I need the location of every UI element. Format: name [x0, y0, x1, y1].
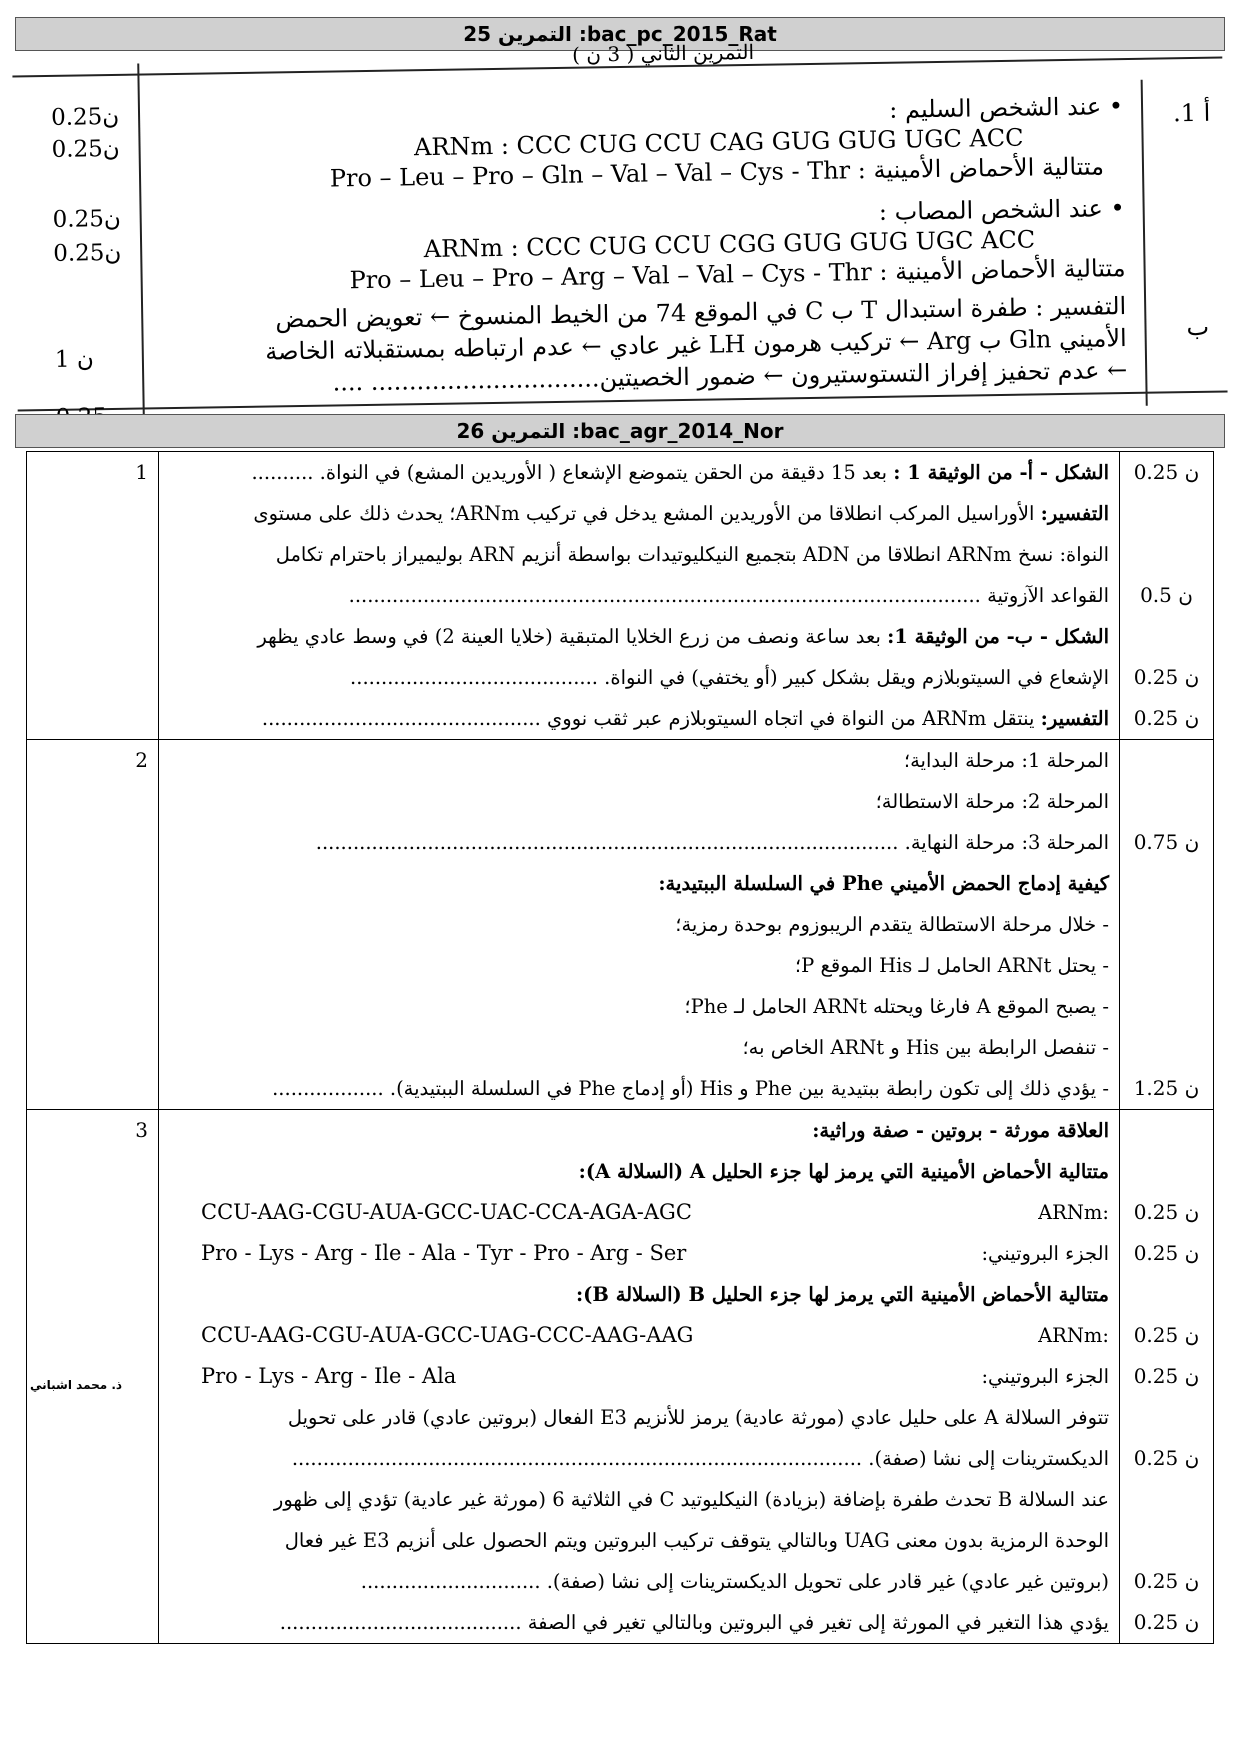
score: 1 ن [54, 346, 94, 373]
score: 1.25 ن [1133, 1076, 1200, 1100]
answer-line: التفسير : طفرة استبدال T ب C في الموقع 74 من الخيط المنسوخ ← تعويض الحمض [275, 292, 1127, 334]
score: 0.25 ن [1133, 1323, 1200, 1347]
item-label: .1 أ [1172, 98, 1211, 128]
exercise-26-header: التمرين 26 :bac_agr_2014_Nor [15, 414, 1225, 448]
protein-sequence: Pro - Lys - Arg - Ile - Ala - Tyr - Pro - Arg - Ser [201, 1241, 687, 1265]
exercise-26-table [26, 451, 1214, 1644]
score: 0.25 ن [1133, 460, 1200, 484]
answer-line: ← عدم تحفيز إفراز التستوستيرون ← ضمور الخصيتين.............................. .... [332, 356, 1128, 397]
mrna-sequence: CCU-AAG-CGU-AUA-GCC-UAC-CCA-AGA-AGC [201, 1200, 692, 1224]
score: 0.25ن [51, 135, 120, 163]
author-signature: ذ. محمد اشباني [30, 1378, 123, 1392]
score: 0.25 ن [1133, 706, 1200, 730]
answer-text: المرحلة 1: مرحلة البداية؛ المرحلة 2: مرحلة الاستطالة؛ المرحلة 3: مرحلة النهاية. .............................................................................................. كيفية إدماج الحمض الأميني Phe في السلسلة الببتيدية: - خلال مرحلة الاستطالة يتقدم الريبوزوم بوحدة رمزية؛ - يحتل ARNt الحامل لـ His الموقع P؛ - يصبح الموقع A فارغا ويحتله ARNt الحامل لـ Phe؛ - تنفصل الرابطة بين His و ARNt الخاص به؛ - يؤدي ذلك إلى تكون رابطة ببتيدية بين Phe و His (أو إدماج Phe في السلسلة الببتيدية). .................. [159, 740, 1120, 1110]
item-label: ب [1186, 312, 1210, 342]
score: 0.25ن [50, 103, 120, 131]
score: 0.25 ن [1133, 1446, 1200, 1470]
table-row [27, 740, 1214, 1110]
answer-text: الشكل - أ- من الوثيقة 1 : بعد 15 دقيقة من الحقن يتموضع الإشعاع ( الأوريدين المشع) في النواة. .......... التفسير: الأوراسيل المركب انطلاقا من الأوريدين المشع يدخل في تركيب ARNm؛ يحدث ذلك على مستوى النواة: نسخ ARNm انطلاقا من ADN بتجميع النيكليوتيدات بواسطة أنزيم ARN بوليميراز باحترام تكامل القواعد الآزوتية ...................................................................................................... الشكل - ب- من الوثيقة 1: بعد ساعة ونصف من زرع الخلايا المتبقية (خلايا العينة 2) في وسط عادي يظهر الإشعاع في السيتوبلازم ويقل بشكل كبير (أو يختفي) في النواة. ........................................ التفسير: ينتقل ARNm من النواة في اتجاه السيتوبلازم عبر ثقب نووي ............................................. [159, 452, 1120, 740]
answer-line: متتالية الأحماض الأمينية : Pro – Leu – Pro – Arg – Val – Val – Cys - Thr [349, 254, 1126, 295]
points-column [1120, 452, 1214, 740]
score: 0.25 ن [1133, 1200, 1200, 1224]
score: 0.75 ن [1133, 830, 1200, 854]
score: 0.25 ن [1133, 1569, 1200, 1593]
score: 0.25ن [53, 239, 122, 267]
question-number: 2 [27, 740, 159, 1110]
question-number: 1 [27, 452, 159, 740]
score: 0.25 ن [1133, 1241, 1200, 1265]
answer-line: متتالية الأحماض الأمينية : Pro – Leu – Pro – Gln – Val – Val – Cys - Thr [329, 152, 1105, 193]
score: 0.25 ن [1133, 1364, 1200, 1388]
exercise-25-title-cut: التمرين الثاني ( 3 ن ) [571, 39, 755, 67]
table-row [27, 452, 1214, 740]
answer-text: العلاقة مورثة - بروتين - صفة وراثية: متتالية الأحماض الأمينية التي يرمز لها جزء الحليل A (السلالة A): :ARNm CCU-AAG-CGU-AUA-GCC-UAC-CCA-AGA-AGC الجزء البروتيني: Pro - Lys - Arg - Ile - Ala - Tyr - Pro - Arg - Ser متتالية الأحماض الأمينية التي يرمز لها جزء الحليل B (السلالة B): :ARNm CCU-AAG-CGU-AUA-GCC-UAG-CCC-AAG-AAG الجزء البروتيني: Pro - Lys - Arg - Ile - Ala تتوفر السلالة A على حليل عادي (مورثة عادية) يرمز للأنزيم E3 الفعال (بروتين عادي) قادر على تحويل الديكسترينات إلى نشا (صفة). ............................................................................................ عند السلالة B تحدث طفرة بإضافة (بزيادة) النيكليوتيد C في الثلاثية 6 (مورثة غير عادية) تؤدي إلى ظهور الوحدة الرمزية بدون معنى UAG وبالتالي يتوقف تركيب البروتين ويتم الحصول على أنزيم E3 غير فعال (بروتين غير عادي) غير قادر على تحويل الديكسترينات إلى نشا (صفة). ............................. يؤدي هذا التغير في المورثة إلى تغير في البروتين وبالتالي تغير في الصفة ....................................... [159, 1110, 1120, 1644]
score: 0.25ن [52, 205, 121, 233]
score: 0.25 ن [1133, 665, 1200, 689]
score: 0.5 ن [1140, 583, 1193, 607]
answer-line: • عند الشخص السليم : [889, 92, 1124, 124]
answer-line: ARNm : CCC CUG CCU CGG GUG GUG UGC ACC [423, 225, 1036, 264]
mrna-sequence: CCU-AAG-CGU-AUA-GCC-UAG-CCC-AAG-AAG [201, 1323, 694, 1347]
score: 0.25 ن [1133, 1610, 1200, 1634]
protein-sequence: Pro - Lys - Arg - Ile - Ala [201, 1364, 457, 1388]
table-row [27, 1110, 1214, 1644]
answer-line: • عند الشخص المصاب : [878, 194, 1125, 226]
exercise-25-header: التمرين 25 :bac_pc_2015_Rat [15, 17, 1225, 51]
points-column [1120, 740, 1214, 1110]
answer-line: ARNm : CCC CUG CCU CAG GUG GUG UGC ACC [413, 123, 1024, 162]
question-number: 3 [27, 1110, 159, 1644]
points-column [1120, 1110, 1214, 1644]
answer-line: الأميني Gln ب Arg ← تركيب هرمون LH غير عادي ← عدم ارتباطه بمستقبلاته الخاصة [265, 324, 1127, 366]
exercise-25-scan [15, 39, 1225, 414]
